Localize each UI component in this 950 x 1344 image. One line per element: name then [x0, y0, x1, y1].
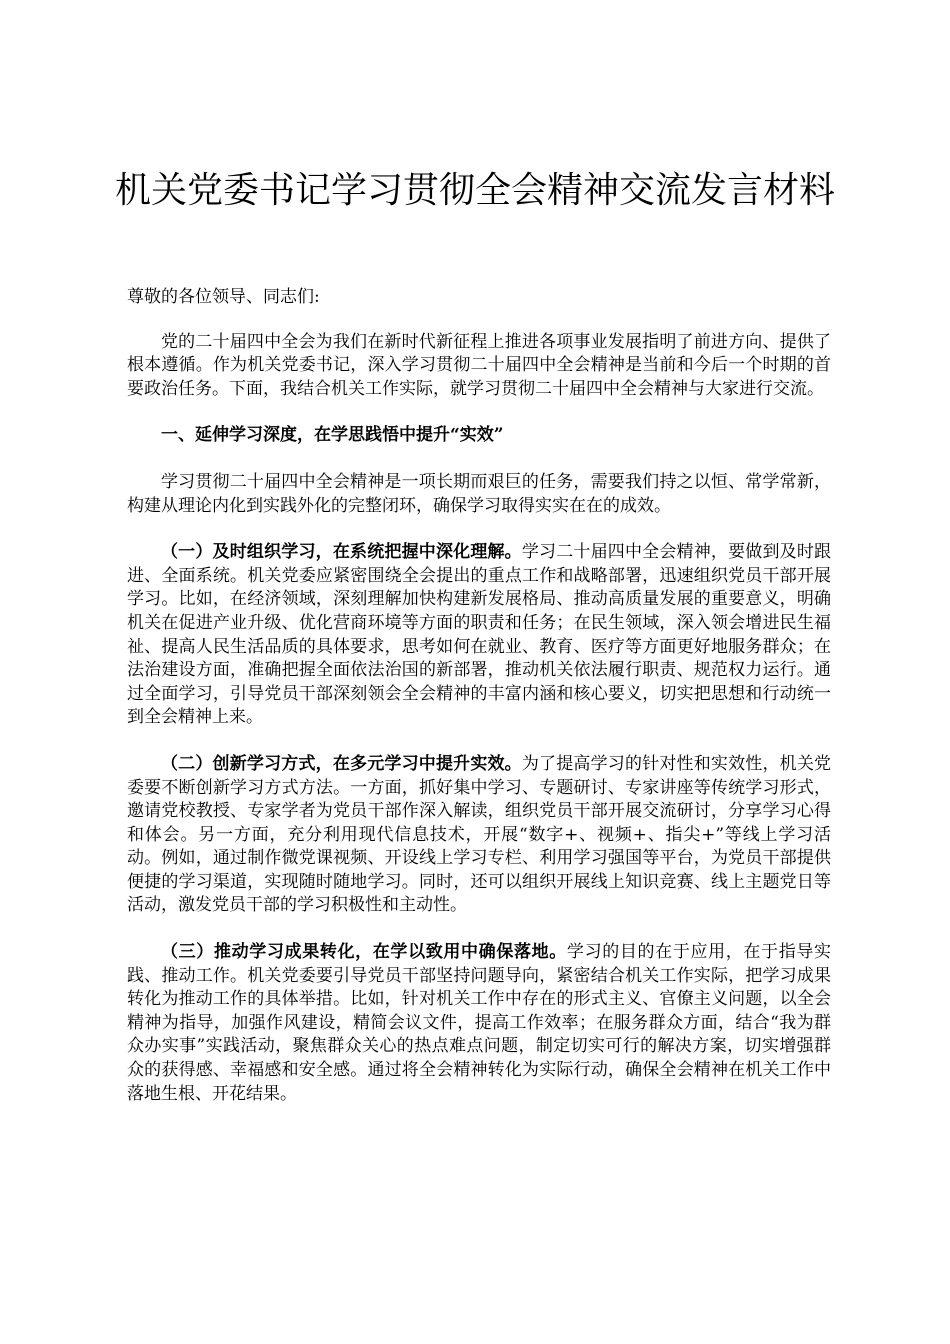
subsection-lead-3: （三）推动学习成果转化，在学以致用中确保落地。: [161, 942, 567, 963]
subsection-lead-1: （一）及时组织学习，在系统把握中深化理解。: [161, 542, 522, 563]
subsection-text-1: 学习二十届四中全会精神，要做到及时跟进、全面系统。机关党委应紧密围绕全会提出的重点工作和战略部署，迅速组织党员干部开展学习。比如，在经济领域，深刻理解加快构建新发展格局、推动高质量发展的重要意义，明确机关在促进产业升级、优化营商环境等方面的职责和任务；在民生领域，深入领会增进民生福祉、提高人民生活品质的具体要求，思考如何在就业、教育、医疗等方面更好地服务群众；在法治建设方面，准确把握全面依法治国的新部署，推动机关依法履行职责、规范权力运行。通过全面学习，引导党员干部深刻领会全会精神的丰富内涵和核心要义，切实把思想和行动统一到全会精神上来。: [127, 542, 832, 728]
subsection-lead-2: （二）创新学习方式，在多元学习中提升实效。: [161, 753, 522, 774]
intro-paragraph: 党的二十届四中全会为我们在新时代新征程上推进各项事业发展指明了前进方向、提供了根本遵循。作为机关党委书记，深入学习贯彻二十届四中全会精神是当前和今后一个时期的首要政治任务。下面，我结合机关工作实际，就学习贯彻二十届四中全会精神与大家进行交流。: [127, 331, 831, 399]
section-heading: 一、延伸学习深度，在学思践悟中提升“实效”: [161, 425, 504, 446]
subsection-paragraph-1: [127, 541, 831, 730]
salutation: 尊敬的各位领导、同志们:: [127, 287, 320, 307]
subsection-text-3: 学习的目的在于应用，在于指导实践、推动工作。机关党委要引导党员干部坚持问题导向，紧密结合机关工作实际，把学习成果转化为推动工作的具体举措。比如，针对机关工作中存在的形式主义、官僚主义问题，以全会精神为指导，加强作风建设，精简会议文件，提高工作效率；在服务群众方面，结合“我为群众办实事”实践活动，聚焦群众关心的热点难点问题，制定切实可行的解决方案，切实增强群众的获得感、幸福感和安全感。通过将全会精神转化为实际行动，确保全会精神在机关工作中落地生根、开花结果。: [127, 942, 832, 1104]
document-body: [127, 286, 831, 1106]
subsection-paragraph-3: [127, 941, 831, 1106]
subsection-text-2: 为了提高学习的针对性和实效性，机关党委要不断创新学习方式方法。一方面，抓好集中学习、专题研讨、专家讲座等传统学习形式，邀请党校教授、专家学者为党员干部作深入解读，组织党员干部开展交流研讨，分享学习心得和体会。另一方面，充分利用现代信息技术，开展“数字+、视频+、指尖+”等线上学习活动。例如，通过制作微党课视频、开设线上学习专栏、利用学习强国等平台，为党员干部提供便捷的学习渠道，实现随时随地学习。同时，还可以组织开展线上知识竞赛、线上主题党日等活动，激发党员干部的学习积极性和主动性。: [127, 753, 832, 916]
subsection-paragraph-2: [127, 753, 831, 918]
section-intro-paragraph: 学习贯彻二十届四中全会精神是一项长期而艰巨的任务，需要我们持之以恒、常学常新，构建从理论内化到实践外化的完整闭环，确保学习取得实实在在的成效。: [127, 471, 831, 516]
document-title: 机关党委书记学习贯彻全会精神交流发言材料: [114, 170, 835, 211]
